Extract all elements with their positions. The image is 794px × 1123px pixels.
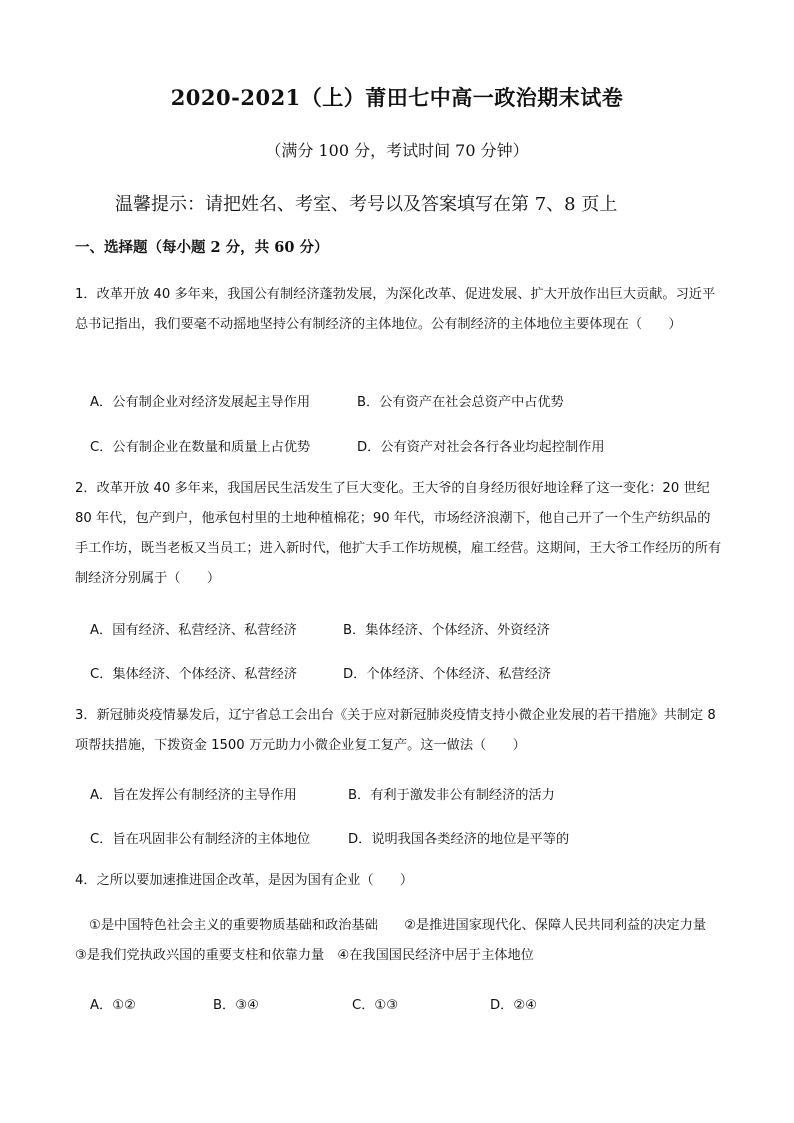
- question-2-stem: 2．改革开放 40 多年来，我国居民生活发生了巨大变化。王大爷的自身经历很好地诠释了这一变化：20 世纪 80 年代，包产到户，他承包村里的土地种植棉花；90 年代，市场经济浪潮下，他自己开了一个生产纺织品的手工作坊，既当老板又当员工；进入新时代，他扩大手工作坊规模，雇工经营。这期间，王大爷工作经历的所有制经济分别属于（ ）: [75, 481, 722, 586]
- question-1-option-b: B．公有资产在社会总资产中占优势: [357, 395, 564, 410]
- question-4-option-c: C．①③: [352, 998, 399, 1013]
- question-2-option-c: C．集体经济、个体经济、私营经济: [90, 667, 298, 682]
- question-3-option-b: B．有利于激发非公有制经济的活力: [348, 788, 555, 803]
- question-3-option-d: D．说明我国各类经济的地位是平等的: [348, 832, 570, 847]
- question-2-option-a: A．国有经济、私营经济、私营经济: [90, 623, 297, 638]
- question-1-option-a: A．公有制企业对经济发展起主导作用: [90, 395, 311, 410]
- question-4-option-a: A．①②: [90, 998, 136, 1013]
- question-4-option-d: D．②④: [490, 998, 537, 1013]
- question-2-option-b: B．集体经济、个体经济、外资经济: [343, 623, 550, 638]
- question-3-option-a: A．旨在发挥公有制经济的主导作用: [90, 788, 297, 803]
- question-3-stem: 3．新冠肺炎疫情暴发后，辽宁省总工会出台《关于应对新冠肺炎疫情支持小微企业发展的若干措施》共制定 8 项帮扶措施，下拨资金 1500 万元助力小微企业复工复产。这一做法（ ）: [75, 708, 716, 753]
- question-4-statements: ①是中国特色社会主义的重要物质基础和政治基础 ②是推进国家现代化、保障人民共同利益的决定力量 ③是我们党执政兴国的重要支柱和依靠力量 ④在我国国民经济中居于主体地位: [75, 918, 720, 963]
- exam-info: （满分 100 分，考试时间 70 分钟）: [265, 141, 529, 160]
- question-4-option-b: B．③④: [213, 998, 259, 1013]
- notice-text: 温馨提示：请把姓名、考室、考号以及答案填写在第 7、8 页上: [115, 194, 618, 215]
- section-heading: 一、选择题（每小题 2 分，共 60 分）: [75, 239, 329, 256]
- question-1-option-d: D．公有资产对社会各行各业均起控制作用: [357, 440, 605, 455]
- page-title: 2020-2021（上）莆田七中高一政治期末试卷: [170, 85, 624, 110]
- question-3-option-c: C．旨在巩固非公有制经济的主体地位: [90, 832, 311, 847]
- question-2-option-d: D．个体经济、个体经济、私营经济: [343, 667, 551, 682]
- question-4-stem: 4．之所以要加速推进国企改革，是因为国有企业（ ）: [75, 873, 414, 888]
- question-1-stem: 1．改革开放 40 多年来，我国公有制经济蓬勃发展，为深化改革、促进发展、扩大开放作出巨大贡献。习近平总书记指出，我们要毫不动摇地坚持公有制经济的主体地位。公有制经济的主体地位主要体现在（ ）: [75, 287, 716, 332]
- question-1-option-c: C．公有制企业在数量和质量上占优势: [90, 440, 311, 455]
